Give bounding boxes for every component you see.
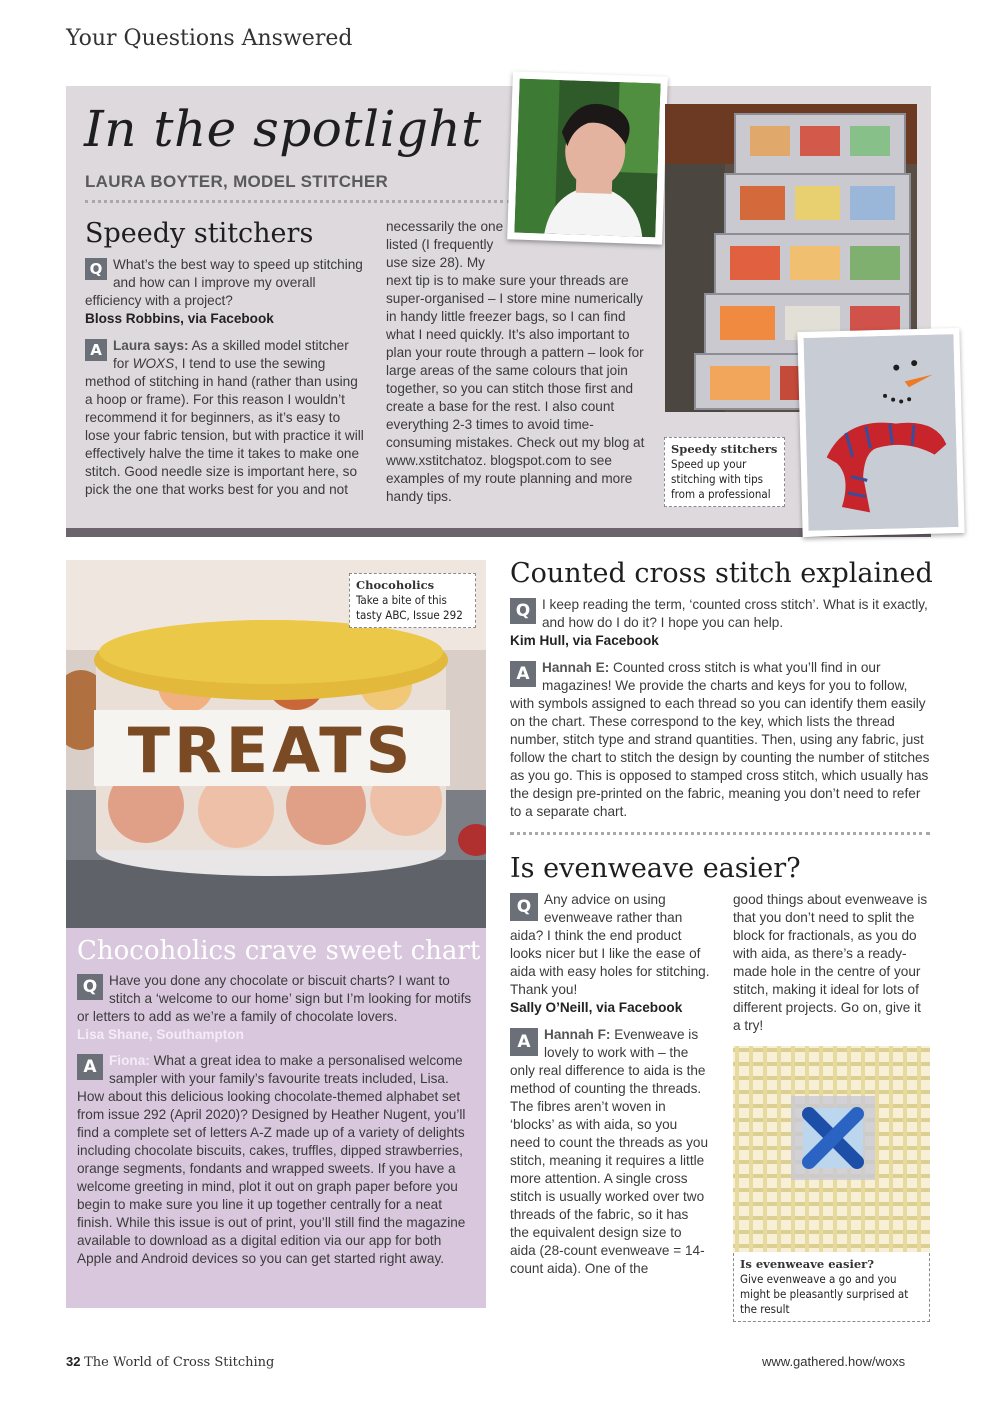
speedy-caption-text: Speed up your stitching with tips from a professional [671,457,771,501]
evenweave-caption [733,1253,930,1322]
question-mark-icon: Q [510,893,538,921]
evenweave-asker: Sally O’Neill, via Facebook [510,1000,683,1015]
chocoholics-asker: Lisa Shane, Southampton [77,1027,244,1042]
chocoholics-caption-text: Take a bite of this tasty ABC, Issue 292 [356,593,463,622]
evenweave-question [510,891,710,999]
chocoholics-heading: Chocoholics crave sweet chart [77,936,481,966]
evenweave-answer [510,1026,710,1278]
section-title: Your Questions Answered [66,26,353,51]
chocoholics-question [77,972,477,1026]
counted-divider [510,832,930,835]
evenweave-heading: Is evenweave easier? [510,853,801,884]
chocoholics-answer-text: What a great idea to make a personalised welcome sampler with your family’s favourite treats included, Lisa. How about this delicious looking chocolate-themed alphabet set from issue 292 (April 2020)? Designed by Heather Nugent, you’ll find a complete set of letters A-Z made up of a variety of delights including chocolate biscuits, cakes, truffles, dipped strawberries, orange segments, fondants and wrapped sweets. If you have a welcome greeting in mind, plot it out on graph paper before you begin to make sure you line it up together centrally for a neat finish. While this issue is out of print, you’ll still find the magazine available to download as a digital edition via our app for both Apple and Android devices so you can get started right away. [77,1053,466,1266]
evenweave-col2 [733,891,931,1035]
spotlight-divider [85,200,510,203]
speedy-answer-part2: , I tend to use the sewing method of stitching in hand (rather than using a hoop or frame). For this reason I wouldn’t recommend it for beginners, as it’s easy to lose your fabric tension, but with practice it will effectively halve the time it takes to make one stitch. Good needle size is important here, so pick the one that works best for you and not [85,356,364,497]
speedy-answer-part1: As a skilled model stitcher for [113,338,349,371]
spotlight-byline: LAURA BOYTER, MODEL STITCHER [85,172,389,191]
answer-mark-icon: A [77,1054,103,1080]
counted-heading: Counted cross stitch explained [510,558,933,589]
counted-question [510,596,930,632]
answer-mark-icon: A [510,661,536,687]
speedy-answer-col2-top: necessarily the one listed (I frequently use size 28). My [386,219,504,270]
chocoholics-caption-title: Chocoholics [356,578,435,592]
speedy-answer-lead: Laura says: [113,338,189,353]
snowman-image [803,334,958,531]
page-number: 32 [66,1354,81,1369]
evenweave-answer-text: Evenweave is lovely to work with – the only real difference to aida is the method of counting the threads. The fibres aren’t woven in ‘blocks’ as with aida, so you need to count the threads as you stitch, meaning it requires a little more attention. A single cross stitch is usually worked over two threads of the fabric, so it has the equivalent design size to aida (28-count evenweave = 14-count aida). One of the [510,1027,709,1276]
chocoholics-body [77,972,477,1268]
question-mark-icon: Q [77,974,103,1000]
counted-asker: Kim Hull, via Facebook [510,633,659,648]
counted-question-text: I keep reading the term, ‘counted cross stitch’. What is it exactly, and how do I do it? I hope you can help. [542,597,928,630]
portrait-image [514,79,660,238]
counted-body [510,596,930,821]
chocoholics-answer [77,1052,477,1268]
chocoholics-answer-lead: Fiona: [109,1053,150,1068]
evenweave-answer-lead: Hannah F: [544,1027,611,1042]
evenweave-col1 [510,891,710,1278]
footer-left [66,1354,274,1370]
speedy-answer-mag: WOXS [132,356,175,371]
speedy-answer-col2: next tip is to make sure your threads are super-organised – I store mine numerically in handy little freezer bags, so I can find what I need quickly. It’s also important to plan your route through a pattern – look for large areas of the same colours that join together, so you can stitch those first and create a base for the rest. I also count everything 2-3 times to avoid time-consuming mistakes. Check out my blog at www.xstitchatoz. blogspot.com to see examples of my route planning and more handy tips. [386,273,645,504]
snowman-photo [797,328,964,537]
footer-url: www.gathered.how/woxs [762,1354,906,1369]
answer-mark-icon: A [85,339,107,361]
spotlight-bottom-bar [66,528,931,537]
counted-answer-text: Counted cross stitch is what you’ll find in our magazines! We provide the charts and keys for you to follow, with symbols assigned to each thread so you can identify them easily on the chart. These correspond to the key, which lists the thread number, stitch type and strand quantities. Then, using any fabric, just follow the chart to stitch the design by counting the number of stitches as you go. This is opposed to stamped cross stitch, which usually has the design pre-printed on the fabric, meaning you don’t need to refer to a separate chart. [510,660,930,819]
counted-answer-lead: Hannah E: [542,660,610,675]
answer-mark-icon: A [510,1028,538,1056]
speedy-question-text: What’s the best way to speed up stitching and how can I improve my overall efficiency with a project? [85,257,363,308]
speedy-heading: Speedy stitchers [85,218,314,249]
evenweave-answer-col2: good things about evenweave is that you don’t need to split the block for fractionals, as you do with aida, as there’s a ready-made hole in the centre of your stitch, making it ideal for lots of different projects. Go on, give it a try! [733,892,928,1033]
evenweave-caption-title: Is evenweave easier? [740,1257,874,1271]
magazine-name: The World of Cross Stitching [84,1355,275,1370]
speedy-col1 [85,256,367,499]
tin-lettering: TREATS [127,714,415,787]
speedy-question [85,256,367,310]
spotlight-title: In the spotlight [84,100,482,158]
chocoholics-question-text: Have you done any chocolate or biscuit charts? I want to stitch a ‘welcome to our home’ sign but I’m looking for motifs or letters to add as we’re a family of chocolate lovers. [77,973,472,1024]
evenweave-photo [733,1046,930,1252]
counted-answer [510,659,930,821]
chocoholics-caption [349,573,476,628]
speedy-answer [85,337,367,499]
evenweave-caption-text: Give evenweave a go and you might be pleasantly surprised at the result [740,1272,909,1316]
evenweave-question-text: Any advice on using evenweave rather than aida? I think the end product looks nicer but I like the ease of aida with easy holes for stitching. Thank you! [510,892,710,997]
speedy-caption [664,437,785,507]
question-mark-icon: Q [85,258,107,280]
question-mark-icon: Q [510,598,536,624]
speedy-col2 [386,218,650,506]
speedy-caption-title: Speedy stitchers [671,442,778,456]
speedy-asker: Bloss Robbins, via Facebook [85,311,274,326]
